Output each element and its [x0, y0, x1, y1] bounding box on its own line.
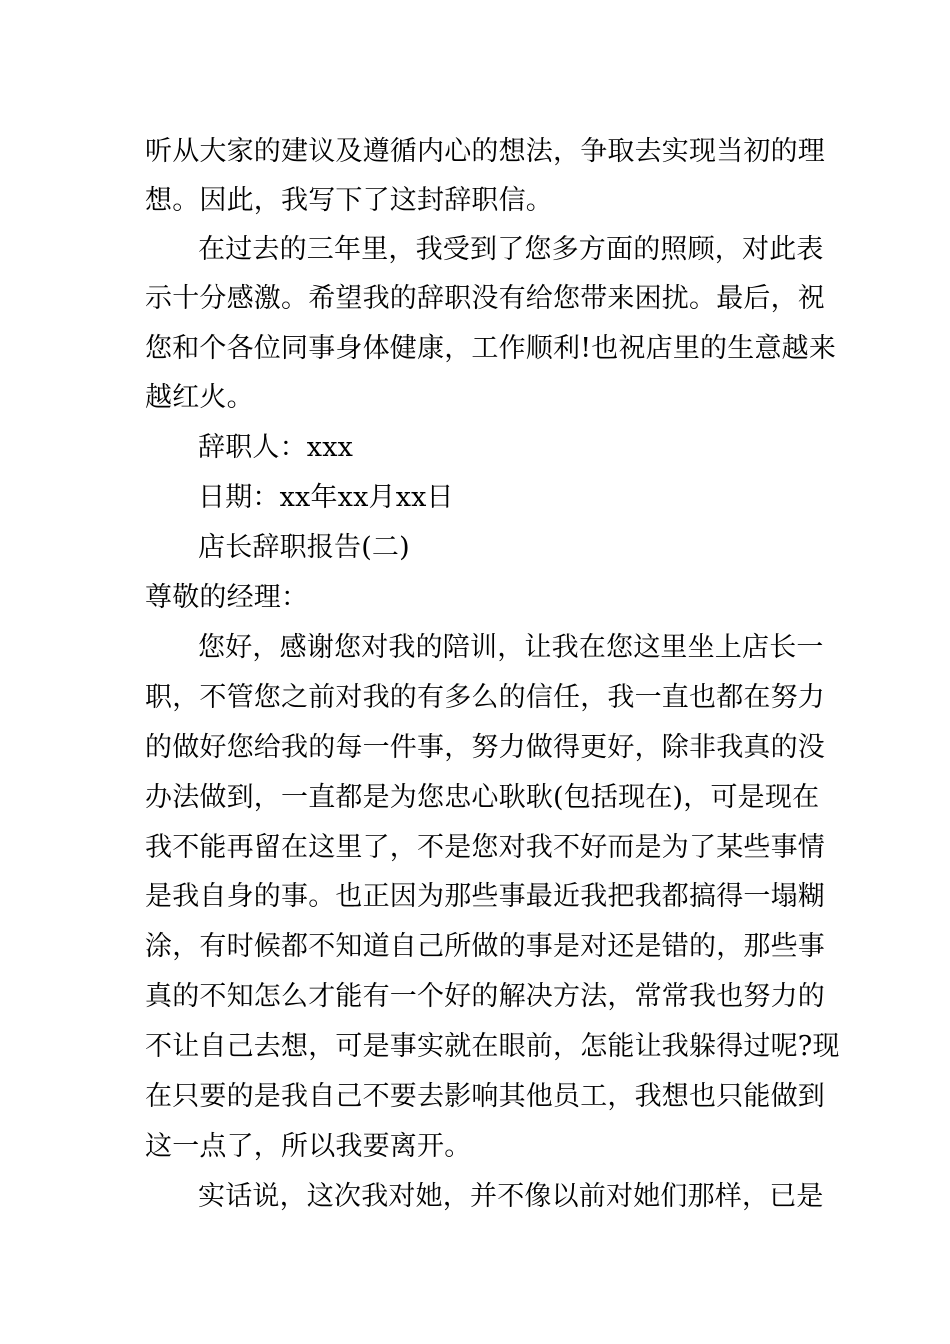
- text-line: 听从大家的建议及遵循内心的想法，争取去实现当初的理: [145, 136, 825, 167]
- text-line: 我不能再留在这里了，不是您对我不好而是为了某些事情: [145, 832, 825, 863]
- text-line: 您和个各位同事身体健康，工作顺利!也祝店里的生意越来: [145, 333, 837, 364]
- text-line: 示十分感激。希望我的辞职没有给您带来困扰。最后，祝: [145, 283, 825, 314]
- section-title: 店长辞职报告(二): [198, 532, 410, 563]
- paragraph-start: 实话说，这次我对她，并不像以前对她们那样，已是: [198, 1181, 824, 1212]
- date-line: 日期：xx年xx月xx日: [198, 482, 454, 513]
- salutation: 尊敬的经理：: [145, 582, 309, 613]
- text-line: 职，不管您之前对我的有多么的信任，我一直也都在努力: [145, 682, 825, 713]
- text-line: 是我自身的事。也正因为那些事最近我把我都搞得一塌糊: [145, 881, 825, 912]
- text-line: 办法做到，一直都是为您忠心耿耿(包括现在)，可是现在: [145, 782, 820, 813]
- text-line: 真的不知怎么才能有一个好的解决方法，常常我也努力的: [145, 981, 825, 1012]
- text-line: 想。因此，我写下了这封辞职信。: [145, 185, 553, 216]
- paragraph-start: 在过去的三年里，我受到了您多方面的照顾，对此表: [198, 234, 824, 265]
- text-line: 在只要的是我自己不要去影响其他员工，我想也只能做到: [145, 1081, 825, 1112]
- text-line: 不让自己去想，可是事实就在眼前，怎能让我躲得过呢?现: [145, 1031, 840, 1062]
- paragraph-start: 您好，感谢您对我的陪训，让我在您这里坐上店长一: [198, 632, 824, 663]
- text-line: 这一点了，所以我要离开。: [145, 1131, 472, 1162]
- text-line: 涂，有时候都不知道自己所做的事是对还是错的，那些事: [145, 931, 825, 962]
- text-line: 的做好您给我的每一件事，努力做得更好，除非我真的没: [145, 732, 825, 763]
- signatory-line: 辞职人：xxx: [198, 432, 354, 463]
- text-line: 越红火。: [145, 382, 254, 413]
